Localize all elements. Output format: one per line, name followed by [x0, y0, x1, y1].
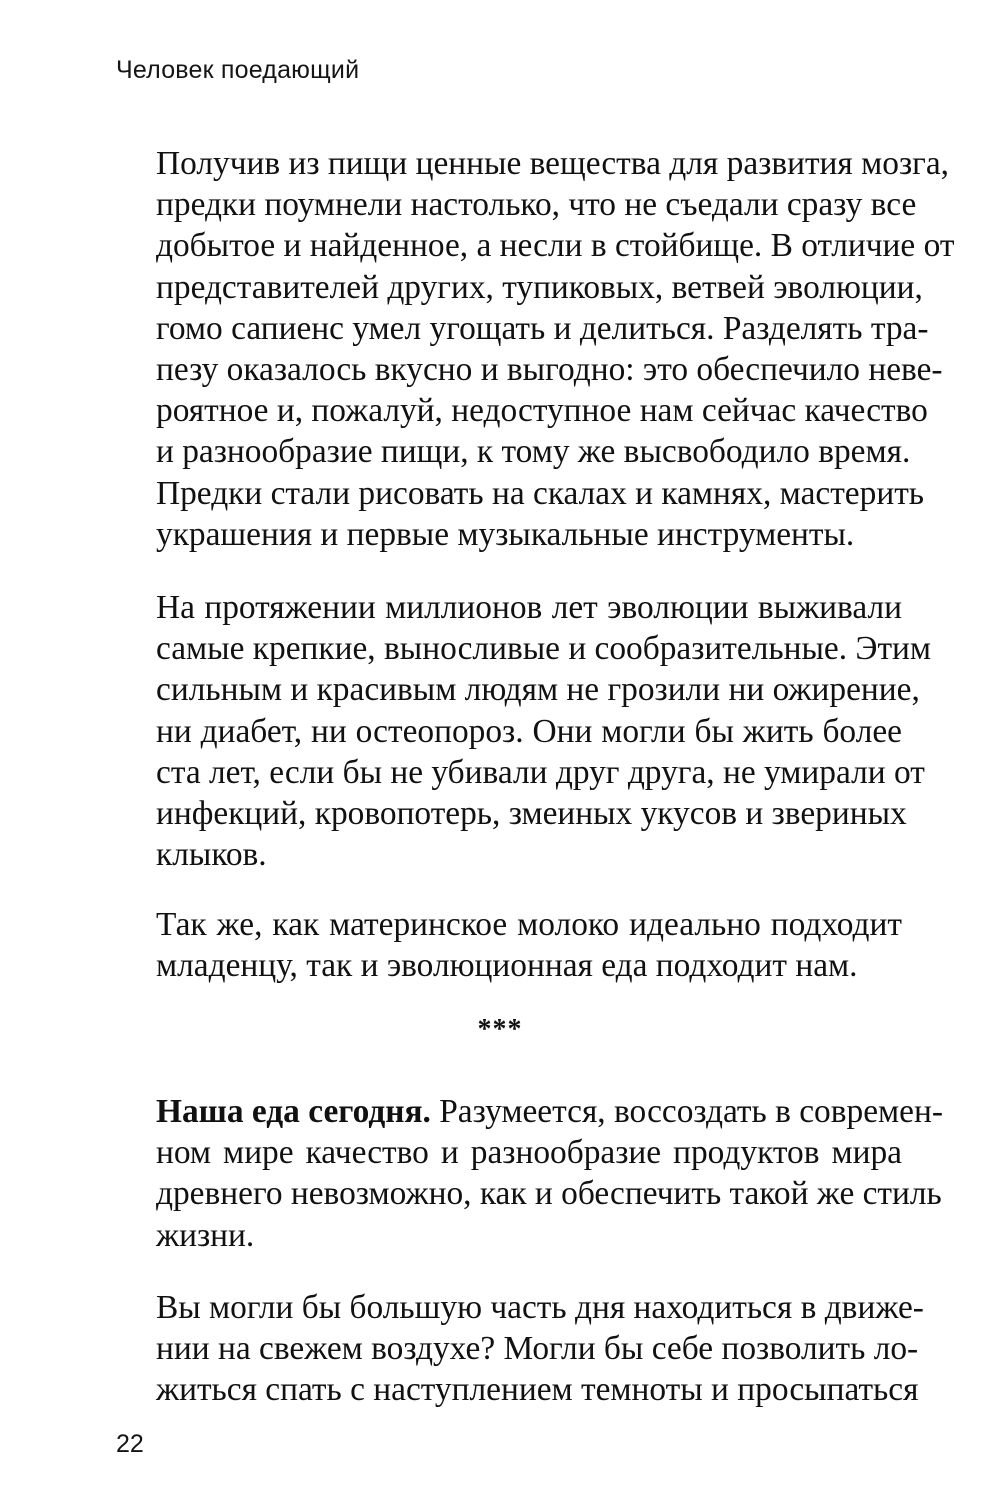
text-line: Вы могли бы большую часть дня находиться в движе- [156, 1289, 924, 1326]
text-line: Предки стали рисовать на скалах и камнях, мастерить [156, 474, 925, 512]
lead-line-text: Разумеется, воссоздать в современ- [430, 1093, 943, 1130]
text-line: самые крепкие, выносливые и сообразительные. Этим [156, 630, 932, 668]
text-line: Получив из пищи ценные вещества для развития мозга, [156, 145, 950, 182]
page-number: 22 [116, 1430, 144, 1458]
text-line: инфекций, кровопотерь, змеиных укусов и звериных [156, 794, 907, 832]
text-line: ном мире качество и разнообразие продуктов мира [156, 1134, 902, 1172]
text-line: предки поумнели настолько, что не съедали сразу все [156, 186, 917, 224]
text-line: клыков. [156, 836, 267, 874]
running-title: Человек поедающий [116, 56, 360, 84]
text-line: ста лет, если бы не убивали друг друга, не умирали от [156, 753, 925, 791]
text-line: и разнообразие пищи, к тому же высвободило время. [156, 433, 911, 471]
text-line: представителей других, тупиковых, ветвей эволюции, [156, 268, 923, 306]
paragraph-4 [156, 1091, 943, 1256]
text-line: пезу оказалось вкусно и выгодно: это обеспечило неве- [156, 350, 943, 388]
paragraph-3 [156, 904, 902, 986]
section-break: *** [477, 1014, 523, 1045]
text-line: ни диабет, ни остеопороз. Они могли бы жить более [156, 712, 902, 750]
text-line: На протяжении миллионов лет эволюции выживали [156, 589, 902, 626]
text-line: добытое и найденное, а несли в стойбище. В отличие от [156, 227, 955, 265]
paragraph-5 [156, 1287, 924, 1411]
text-line: украшения и первые музыкальные инструменты. [156, 515, 855, 553]
text-line: гомо сапиенс умел угощать и делиться. Разделять тра- [156, 309, 929, 347]
text-line: житься спать с наступлением темноты и просыпаться [156, 1371, 919, 1409]
paragraph-2 [156, 587, 932, 875]
text-line: нии на свежем воздухе? Могли бы себе позволить ло- [156, 1330, 919, 1368]
text-line: жизни. [156, 1216, 255, 1254]
text-line: младенцу, так и эволюционная еда подходит нам. [156, 947, 858, 985]
paragraph-1 [156, 143, 955, 555]
text-line [156, 1091, 943, 1132]
text-line: Так же, как материнское молоко идеально подходит [156, 906, 902, 943]
text-line: древнего невозможно, как и обеспечить такой же стиль [156, 1175, 942, 1213]
section-lead-heading: Наша еда сегодня. [156, 1093, 431, 1130]
text-line: сильным и красивым людям не грозили ни ожирение, [156, 671, 920, 709]
text-line: роятное и, пожалуй, недоступное нам сейчас качество [156, 392, 928, 430]
